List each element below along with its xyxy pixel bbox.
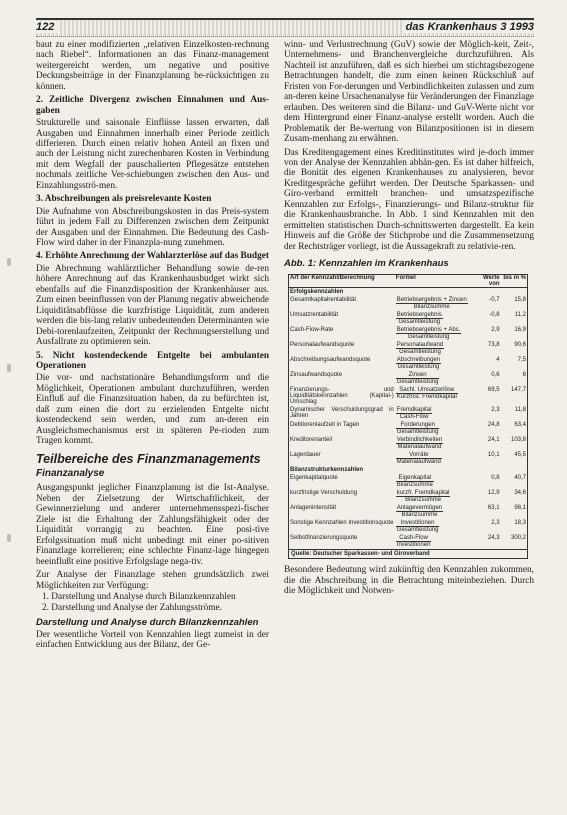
row-value-to: 40,7 (514, 475, 526, 482)
row-formula (395, 466, 474, 474)
row-value-from: 10,1 (487, 452, 500, 459)
row-formula (395, 288, 474, 297)
paragraph: Der wesentliche Vorteil von Kennzahlen liegt zumeist in der einfachen Entwicklung aus der Bilanz, der Ge- (36, 629, 269, 651)
row-label: Eigenkapitalquote (290, 475, 338, 482)
table-row (289, 371, 527, 386)
row-label: Umsatzrentabilität (290, 312, 339, 319)
row-formula (395, 519, 474, 534)
table-row (289, 311, 527, 326)
figure-caption: Abb. 1: Kennzahlen im Krankenhaus (284, 258, 449, 270)
row-label: Gesamtkapitalrentabilität (290, 297, 357, 304)
row-formula (395, 341, 474, 356)
row-value-to: 45,5 (514, 452, 526, 459)
row-value-to: 103,8 (510, 437, 526, 444)
row-label: Kreditorenanteil (290, 437, 333, 444)
page-number: 122 (36, 21, 58, 33)
row-label: Bilanzstrukturkennzahlen (290, 467, 364, 474)
formula-numerator: Fremdkapital (396, 407, 432, 414)
formula-numerator: Betriebsergebnis + Zinsen (396, 297, 467, 304)
row-value-from: 2,3 (491, 407, 500, 414)
formula-numerator: kurzfr. Fremdkapital (396, 490, 450, 497)
formula-denominator: Bilanzsumme (401, 512, 438, 519)
row-formula (395, 386, 474, 406)
row-formula (395, 474, 474, 489)
table-row (289, 406, 527, 421)
paragraph: Zur Analyse der Finanzlage stehen grundsätzlich zwei Möglichkeiten zur Verfügung: (36, 570, 269, 591)
table-row (289, 288, 527, 297)
formula-numerator: Vorräte (396, 452, 442, 459)
row-formula (395, 296, 474, 311)
kennzahlen-table (288, 274, 528, 559)
table-row (289, 534, 527, 549)
table-row (289, 356, 527, 371)
formula-denominator: Investitionen (396, 542, 431, 549)
formula-denominator: Bilanzsumme (396, 482, 433, 489)
row-formula (395, 451, 474, 466)
table-row (289, 341, 527, 356)
formula-denominator: Kurzfrist. Fremdkapital (396, 394, 457, 401)
chapter-subtitle: Finanzanalyse (36, 468, 105, 480)
table-row (289, 504, 527, 519)
formula-numerator: Personalaufwand (396, 342, 444, 349)
table-row (289, 296, 527, 311)
formula-denominator: Bilanzsumme (413, 304, 450, 311)
journal-title: das Krankenhaus 3 1993 (402, 21, 534, 33)
scan-artifact (7, 364, 11, 372)
row-label: Abschreibungsaufwandsquote (290, 357, 371, 364)
row-value-from: 24,3 (487, 535, 500, 542)
row-label: Personalaufwandsquote (290, 342, 355, 349)
row-value-to: 15,8 (514, 297, 526, 304)
list-item: 1. Darstellung und Analyse durch Bilanzkennzahlen (42, 592, 236, 603)
row-formula (395, 421, 474, 436)
column-header: Formel (395, 275, 474, 288)
scan-artifact (7, 534, 11, 542)
table-row (289, 326, 527, 341)
formula-numerator: Betriebsergebnis + Abs. (396, 327, 461, 334)
row-value-from: 4 (496, 357, 500, 364)
formula-denominator: Gesamtleistung (396, 527, 439, 534)
formula-numerator: Zinsen (396, 372, 440, 379)
row-formula (395, 504, 474, 519)
row-value-to: 98,1 (514, 505, 526, 512)
formula-denominator: Gesamtleistung (396, 379, 439, 386)
section-heading: 2. Zeitliche Divergenz zwischen Einnahmen und Aus-gaben (36, 95, 269, 116)
paragraph: winn- und Verlustrechnung (GuV) sowie der Möglich-keit, Zeit-, Unternehmens- und Branchenvergleiche durchzuführen. Als Nachteil ist anzuführen, daß es sich hierbei um stichtagsbezogene Betrachtungen handelt, die zum einen keinen Rückschluß auf Fristen von For-derungen und Verbindlichkeiten zulassen und zum an-deren keine Ursachenanalyse für Veränderungen der Finanzlage erlauben. Des weiteren sind die Bilanz- und GuV-Werte nicht vor dem Hintergrund einer Finanz-analyse erstellt worden. Auch die Problematik der Be-wertung von Bilanzpositionen ist in diesem Zusam-menhang zu erwähnen. (284, 40, 534, 145)
row-value-to: 147,7 (510, 387, 526, 394)
formula-denominator: Materialaufwand (396, 459, 441, 466)
table-row (289, 436, 527, 451)
paragraph: Das Kreditengagement eines Kreditinstitutes wird je-doch immer von der Analyse der Kennzahlen abhän-gen. Es ist daher hilfreich, die Bonität des eigenen Krankenhauses zu analysieren, bevor Kreditgespräche geführt werden. Der Deutsche Sparkassen- und Giro-verband ermittelt branchen- und umsatzspezifische Kennzahlen zur Erfolgs-, Finanzierungs- und Bilanz-struktur für die Krankenhausbranche. In Abb. 1 sind Kennzahlen mit den ermittelten statistischen Durch-schnittswerten dargestellt. Ea kein Hinweis auf die Größe der Stichprobe und die Zusammensetzung der Rechtsträger vorliegt, ist die Aussagekraft zu relativie-ren. (284, 147, 534, 252)
subsection-heading: Darstellung und Analyse durch Bilanzkennzahlen (36, 616, 259, 628)
formula-denominator: Materialaufwand (397, 444, 442, 451)
formula-denominator: Gesamtleistung (399, 349, 441, 356)
formula-numerator: Eigenkapital (396, 475, 434, 482)
row-value-from: 73,8 (487, 342, 500, 349)
row-value-to: 11,2 (514, 312, 526, 319)
column-header: Werte von (474, 275, 500, 288)
row-value-from: 2,3 (491, 520, 500, 527)
row-label: Cash-Flow-Rate (290, 327, 334, 334)
table-row (289, 421, 527, 436)
row-label: Debitorenlaufzeit in Tagen (290, 422, 360, 429)
section-heading: 5. Nicht kostendeckende Entgelte bei ambulanten Operationen (36, 350, 269, 371)
column-header: Art der Kennzahl/Berechnung (289, 275, 395, 288)
row-value-from: 0,6 (491, 372, 500, 379)
row-value-to: 34,6 (514, 490, 526, 497)
left-column (36, 40, 269, 654)
row-formula (395, 436, 474, 451)
page-header (36, 18, 534, 37)
paragraph: Ausgangspunkt jeglicher Finanzplanung ist die Ist-Analyse. Neben der Zielsetzung der Wirtschaftlichkeit, der Gewinnerzielung und anderer unternehmensspezi-fischer Ziele ist die Erhaltung der Zahlungsfähigkeit oder der Liquidität vorrangig zu beachten. Eine posi-tive Erfolgssituation muß nicht unbedingt mit einer po-sitiven Finanzlage korrelieren; eine schlechte Finanz-lage hingegen beeinflußt eine positive Erfolgslage nega-tiv. (36, 483, 269, 567)
paragraph: Die Aufnahme von Abschreibungskosten in das Preis-system führt in jedem Fall zu Differenzen zwischen dem Zeitpunkt der Ausgaben und der Einnahmen. Die Bedeutung des Cash-Flow wird daher in der Finanzpla-nung zunehmen. (36, 206, 269, 249)
paragraph: Die Abrechnung wahlärztlicher Behandlung sowie de-ren höhere Anrechnung auf das Krankenhausbudget wirkt sich ebenfalls auf die Finanzdisposition der Krankenhäuser aus. Zum einen beeinflussen von der Planung negativ abweichende Liquiditätsabflüsse die kurzfristige Liquidität, zum anderen werden die bis-lang relativ unbedeutenden Determinanten wie Debi-torenlaufzeiten, Zeitpunkt der Rechnungserstellung und Ausfallrate zu optimieren sein. (36, 263, 269, 348)
table-header-row (289, 275, 527, 288)
formula-numerator: Forderungen (396, 422, 440, 429)
formula-denominator: Gesamtleistung (407, 334, 450, 341)
row-value-to (501, 466, 527, 474)
formula-denominator: Bilanzsumme (405, 497, 442, 504)
row-value-to: 90,6 (514, 342, 526, 349)
column-header: bis in % (501, 275, 527, 288)
formula-numerator: Sachl. Umsatzerlöse (396, 387, 458, 394)
row-value-to: 300,2 (510, 535, 526, 542)
row-value-to: 7,5 (517, 357, 526, 364)
table-body (289, 288, 527, 550)
row-formula (395, 406, 474, 421)
formula-numerator: Cash-Flow (396, 535, 432, 542)
row-formula (395, 371, 474, 386)
formula-numerator: Betriebsergebnis (396, 312, 442, 319)
row-label: Zinsaufwandsquote (290, 372, 343, 379)
paragraph: Besondere Bedeutung wird zukünftig den Kennzahlen zukommen, die die Abschreibung in die Betrachtung miteinbeziehen. Durch die Möglichkeit und Notwen- (284, 565, 534, 596)
list-item: 2. Darstellung und Analyse der Zahlungsströme. (42, 603, 222, 614)
paragraph: Strukturelle und saisonale Einflüsse lassen erwarten, daß Ausgaben und Einnahmen innerhalb einer Periode zeitlich differieren. Durch einen relativ hohen Anteil an fixen und auch der Leistung nicht zurechenbaren Kosten in Verbindung mit dem Wegfall der pauschalierten Pflegesätze entstehen nochmals zeitliche Ver-schiebungen zwischen den Aus- und Einzahlungsströ-men. (36, 118, 269, 191)
row-value-to: 16,9 (514, 327, 526, 334)
row-value-from: -0,8 (489, 312, 500, 319)
row-value-to (501, 288, 527, 297)
row-value-from: 69,5 (487, 387, 500, 394)
formula-denominator: Gesamtleistung (398, 319, 441, 326)
row-label: Erfolgskennzahlen (290, 289, 344, 296)
paragraph: baut zu einer modifizierten „relativen Einzelkosten-rechnung nach Riebel“. Informationen an das Finanz-management weitergereicht werden, um negative und positive Deckungsbeiträge in der Finanzplanung be-rücksichtigen zu können. (36, 40, 269, 92)
right-column (284, 40, 534, 599)
section-heading: 3. Abschreibungen als preisrelevante Kosten (36, 194, 212, 205)
row-formula (395, 356, 474, 371)
formula-numerator: Investitionen (396, 520, 440, 527)
row-label: Finanzierungs- und Liquiditätskennzahlen (Kapital-) Umschlag (290, 387, 394, 406)
row-label: Sonstige Kennzahlen Investitionsquote (290, 520, 394, 527)
table-row (289, 519, 527, 534)
formula-numerator: Abschreibungen (396, 357, 441, 364)
formula-denominator: Gesamtleistung (397, 364, 440, 371)
row-value-to: 11,8 (514, 407, 526, 414)
scan-artifact (7, 258, 11, 266)
row-value-to: 18,3 (514, 520, 526, 527)
formula-numerator: Anlagevermögen (396, 505, 443, 512)
row-value-from: -0,7 (489, 297, 500, 304)
paragraph: Die vor- und nachstationäre Behandlungsform und die Möglichkeit, Operationen ambulant durchzuführen, werden Einfluß auf die Finanzsituation haben, da zu befürchten ist, daß zum einen die dort zu erzielenden Entgelte nicht kostendeckend sein werden, und zum an-deren ein Ausgleichsmechanismus erst in späteren Pe-rioden zum Tragen kommt. (36, 373, 269, 447)
row-label: Selbstfinanzierungsquote (290, 535, 358, 542)
row-label: kurzfristige Verschuldung (290, 490, 358, 497)
row-label: Dynamischer Verschuldungsgrad in Jahren (290, 407, 394, 420)
formula-denominator: Gesamtleistung (396, 429, 439, 436)
table-source: Quelle: Deutscher Sparkassen- und Giroverband (289, 549, 527, 558)
row-formula (395, 311, 474, 326)
table-row (289, 466, 527, 474)
row-value-from: 24,1 (487, 437, 500, 444)
row-value-from: 12,9 (487, 490, 500, 497)
table-row (289, 451, 527, 466)
row-value-from: 63,1 (487, 505, 500, 512)
row-value-from: 0,8 (491, 475, 500, 482)
row-label: Anlagenintensität (290, 505, 337, 512)
row-value-from (474, 466, 500, 474)
table-row (289, 474, 527, 489)
row-formula (395, 326, 474, 341)
row-value-to: 6 (522, 372, 526, 379)
row-value-from: 24,8 (487, 422, 500, 429)
row-formula (395, 534, 474, 549)
row-value-from (474, 288, 500, 297)
chapter-title: Teilbereiche des Finanzmanagements (36, 452, 261, 467)
row-label: Lagerdauer (290, 452, 321, 459)
formula-numerator: Verbindlichkeiten (396, 437, 443, 444)
row-value-to: 63,4 (514, 422, 526, 429)
formula-denominator: Cash-Flow (399, 414, 429, 421)
row-formula (395, 489, 474, 504)
table-row (289, 489, 527, 504)
row-value-from: 2,9 (491, 327, 500, 334)
table-row (289, 386, 527, 406)
section-heading: 4. Erhöhte Anrechnung der Wahlarzterlöse auf das Budget (36, 251, 269, 262)
